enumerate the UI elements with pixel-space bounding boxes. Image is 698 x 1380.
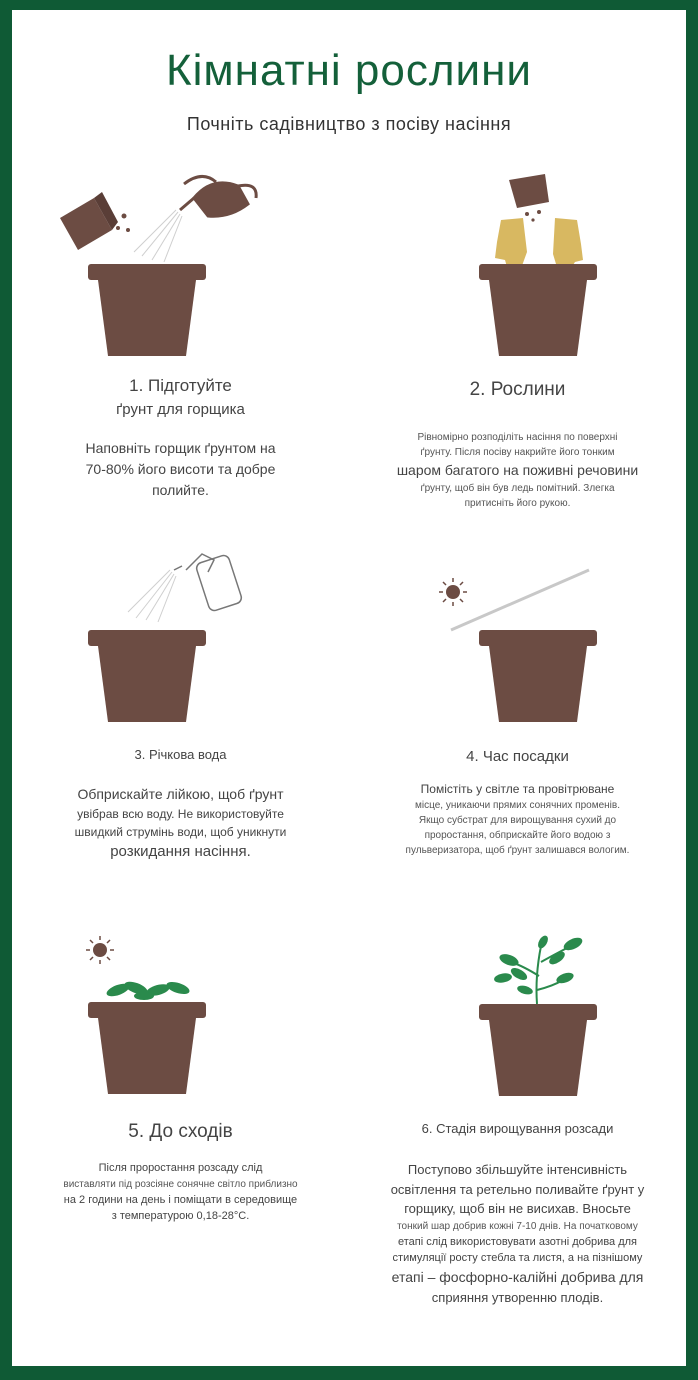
sunlight-ray-icon bbox=[451, 570, 589, 630]
step-6-text-line-3: горщику, щоб він не висихав. Вносьте bbox=[404, 1201, 631, 1216]
step-4-text-line-3: Якщо субстрат для вирощування сухий до bbox=[418, 815, 617, 826]
step-2-text-line-4: ґрунту, щоб він був ледь помітний. Злегка bbox=[420, 483, 615, 494]
water-spray bbox=[128, 570, 176, 622]
step-1-title bbox=[12, 374, 349, 420]
pot-icon bbox=[88, 264, 206, 356]
step-6-title bbox=[349, 1120, 686, 1139]
step-1-illustration bbox=[12, 170, 349, 380]
step-4-card bbox=[349, 540, 686, 880]
step-6-text-line-7: етапі – фосфорно-калійні добрива для bbox=[391, 1268, 644, 1285]
step-4-title bbox=[349, 746, 686, 768]
step-3-text bbox=[42, 784, 319, 864]
step-4-text bbox=[379, 780, 656, 858]
step-4-text-line-4: проростання, обприскайте його водою з bbox=[424, 830, 611, 841]
step-5-title-line-1: 5. До сходів bbox=[128, 1121, 233, 1142]
step-5-text-line-4: з температурою 0,18-28°C. bbox=[111, 1210, 250, 1222]
pot-icon bbox=[479, 264, 597, 356]
step-5-text-line-1: Після проростання розсаду слід bbox=[98, 1162, 263, 1174]
step-5-title bbox=[12, 1118, 349, 1146]
page-subtitle: Почніть садівництво з посіву насіння bbox=[186, 114, 512, 134]
spray-bottle-icon bbox=[174, 554, 243, 612]
water-spray bbox=[134, 210, 182, 262]
step-3-illustration bbox=[12, 540, 349, 750]
pot-icon bbox=[479, 630, 597, 722]
watering-can-icon bbox=[180, 176, 256, 216]
step-4-text-line-2: місце, уникаючи прямих сонячних променів. bbox=[415, 800, 620, 811]
step-5-card bbox=[12, 916, 349, 1256]
page-title: Кімнатні рослини bbox=[166, 46, 532, 95]
step-4-title-line-1: 4. Час посадки bbox=[466, 748, 569, 765]
step-6-text-line-5: етапі слід використовувати азотні добрива для bbox=[397, 1235, 638, 1248]
step-2-card bbox=[349, 170, 686, 510]
step-3-text-line-4: розкидання насіння. bbox=[110, 843, 251, 860]
seed-packet-icon bbox=[509, 174, 549, 222]
step-5-illustration bbox=[12, 916, 349, 1126]
step-3-text-line-2: увібрав всю воду. Не використовуйте bbox=[77, 807, 284, 821]
step-2-text-line-1: Рівномірно розподіліть насіння по поверхні bbox=[417, 432, 618, 443]
step-3-text-line-3: швидкий струмінь води, щоб уникнути bbox=[74, 825, 287, 839]
step-3-title bbox=[12, 746, 349, 765]
step-1-text-line-1: Наповніть горщик ґрунтом на bbox=[85, 440, 276, 456]
step-1-text-line-2: 70-80% його висоти та добре bbox=[85, 461, 276, 477]
seedling-icon bbox=[105, 979, 191, 1000]
step-1-title-line-2: ґрунт для горщика bbox=[116, 400, 245, 418]
sun-icon bbox=[86, 936, 114, 964]
step-6-card bbox=[349, 916, 686, 1356]
step-3-card bbox=[12, 540, 349, 880]
step-6-text-line-1: Поступово збільшуйте інтенсивність bbox=[407, 1162, 628, 1177]
step-2-text bbox=[379, 430, 656, 511]
step-6-text bbox=[369, 1160, 666, 1307]
step-1-card bbox=[12, 170, 349, 510]
step-3-title-line-1: 3. Річкова вода bbox=[134, 747, 227, 762]
step-4-text-line-1: Помістіть у світле та провітрюване bbox=[420, 782, 615, 796]
infographic-frame bbox=[12, 10, 686, 1366]
step-6-illustration bbox=[349, 916, 686, 1126]
step-2-text-line-2: ґрунту. Після посіву накрийте його тонким bbox=[420, 447, 615, 458]
pot-icon bbox=[88, 630, 206, 722]
soil-bag-icon bbox=[60, 192, 130, 250]
step-2-title bbox=[349, 376, 686, 404]
step-5-text-line-3: на 2 години на день і поміщати в середовище bbox=[63, 1193, 298, 1206]
step-3-text-line-1: Обприскайте лійкою, щоб ґрунт bbox=[77, 786, 284, 802]
step-2-text-line-3: шаром багатого на поживні речовини bbox=[396, 462, 639, 478]
pot-icon bbox=[479, 1004, 597, 1096]
step-6-text-line-8: сприяння утворенню плодів. bbox=[431, 1289, 604, 1305]
step-6-text-line-6: стимуляції росту стебла та листя, а на пізнішому bbox=[392, 1252, 643, 1264]
step-2-title-line-1: 2. Рослини bbox=[469, 379, 566, 400]
step-4-illustration bbox=[349, 540, 686, 750]
step-5-text bbox=[42, 1160, 319, 1225]
step-4-text-line-5: пульверизатора, щоб ґрунт залишався вологим. bbox=[405, 845, 630, 856]
step-6-title-line-1: 6. Стадія вирощування розсади bbox=[421, 1121, 614, 1136]
step-6-text-line-2: освітлення та ретельно поливайте ґрунт у bbox=[390, 1181, 645, 1197]
step-1-text bbox=[42, 438, 319, 501]
step-2-illustration bbox=[349, 170, 686, 380]
pot-icon bbox=[88, 1002, 206, 1094]
step-5-text-line-2: виставляти під розсіяне сонячне світло приблизно bbox=[63, 1178, 298, 1190]
step-2-text-line-5: притисніть його рукою. bbox=[464, 498, 571, 509]
step-1-title-line-1: 1. Підготуйте bbox=[129, 376, 232, 395]
step-6-text-line-4: тонкий шар добрив кожні 7-10 днів. На початковому bbox=[397, 1220, 638, 1232]
plant-icon bbox=[493, 934, 584, 1004]
sun-icon bbox=[439, 578, 467, 606]
step-1-text-line-3: полийте. bbox=[152, 482, 209, 498]
